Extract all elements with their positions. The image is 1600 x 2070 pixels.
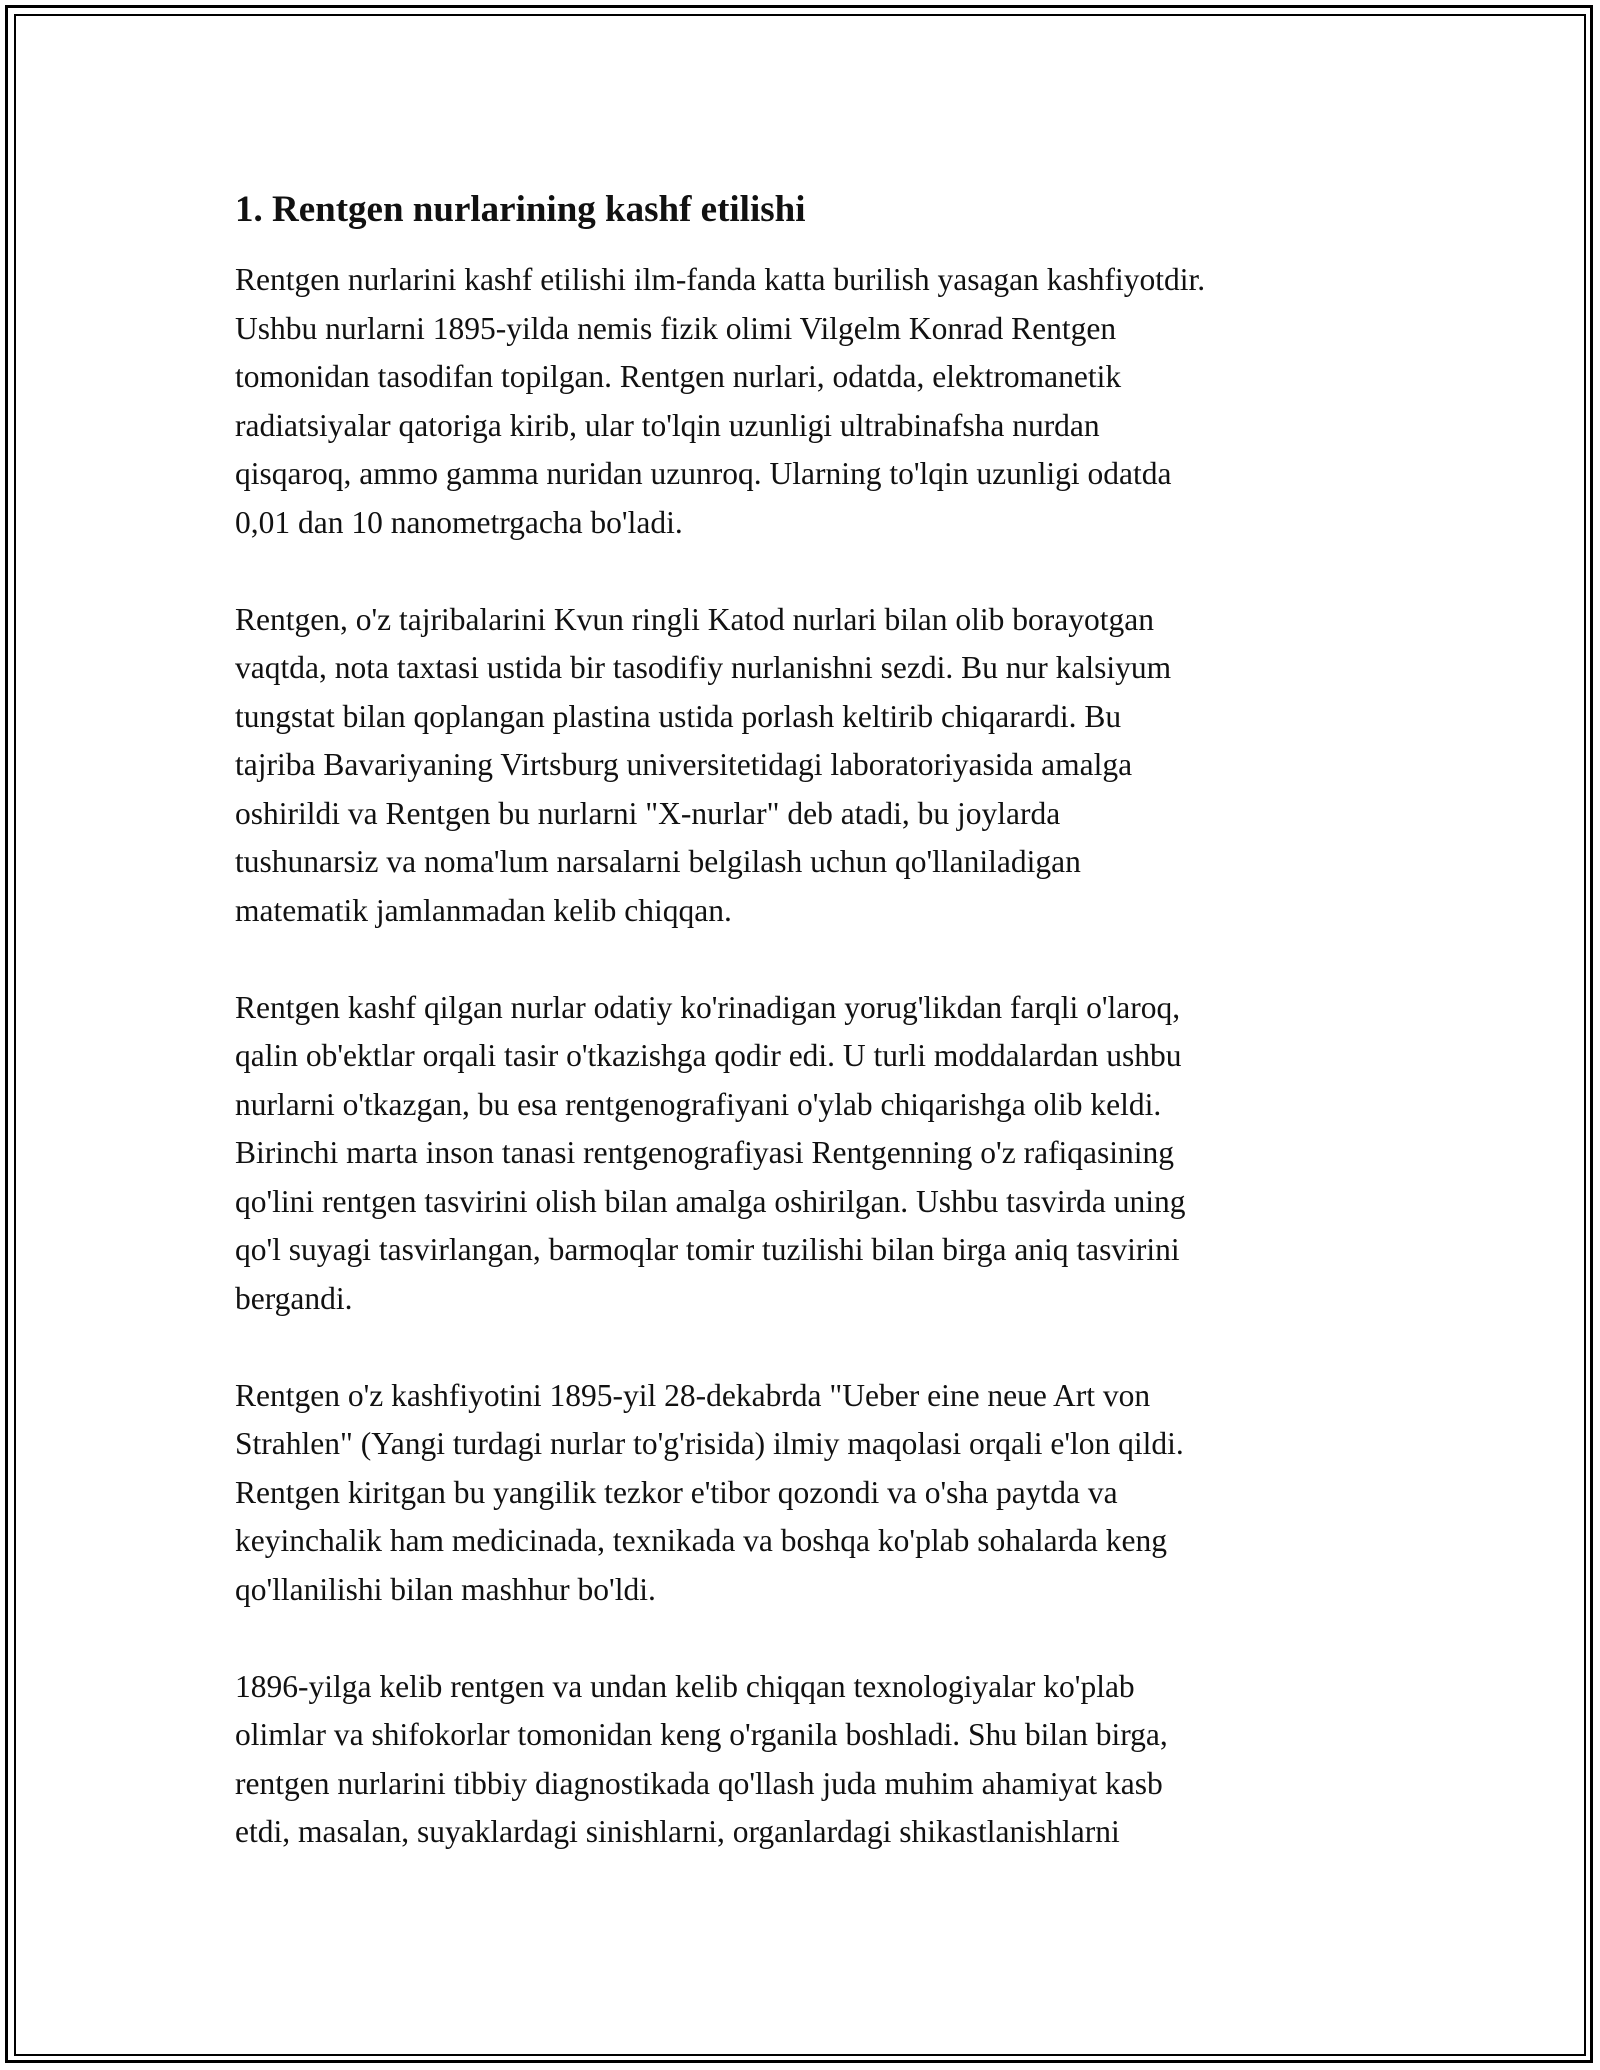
paragraph-2: Rentgen, o'z tajribalarini Kvun ringli Katod nurlari bilan olib borayotgan vaqtda, nota taxtasi ustida bir tasodifiy nurlanishni sezdi. Bu nur kalsiyum tungstat bilan qoplangan plastina ustida porlash keltirib chiqarardi. Bu tajriba Bavariyaning Virtsburg universitetidagi laboratoriyasida amalga oshirildi va Rentgen bu nurlarni "X-nurlar" deb atadi, bu joylarda tushunarsiz va noma'lum narsalarni belgilash uchun qo'llaniladigan matematik jamlanmadan kelib chiqqan. <box>235 601 1172 928</box>
paragraph-5: 1896-yilga kelib rentgen va undan kelib chiqqan texnologiyalar ko'plab olimlar va shifokorlar tomonidan keng o'rganila boshladi. Shu bilan birga, rentgen nurlarini tibbiy diagnostikada qo'llash juda muhim ahamiyat kasb etdi, masalan, suyaklardagi sinishlarni, organlardagi shikastlanishlarni <box>235 1668 1168 1849</box>
document-body <box>235 185 1385 1905</box>
paragraph-1: Rentgen nurlarini kashf etilishi ilm-fanda katta burilish yasagan kashfiyotdir. Ushbu nurlarni 1895-yilda nemis fizik olimi Vilgelm Konrad Rentgen tomonidan tasodifan topilgan. Rentgen nurlari, odatda, elektromanetik radiatsiyalar qatoriga kirib, ular to'lqin uzunligi ultrabinafsha nurdan qisqaroq, ammo gamma nuridan uzunroq. Ularning to'lqin uzunligi odatda 0,01 dan 10 nanometrgacha bo'ladi. <box>235 262 1206 540</box>
paragraph-3: Rentgen kashf qilgan nurlar odatiy ko'rinadigan yorug'likdan farqli o'laroq, qalin ob'ektlar orqali tasir o'tkazishga qodir edi. U turli moddalardan ushbu nurlarni o'tkazgan, bu esa rentgenografiyani o'ylab chiqarishga olib keldi. Birinchi marta inson tanasi rentgenografiyasi Rentgenning o'z rafiqasining qo'lini rentgen tasvirini olish bilan amalga oshirilgan. Ushbu tasvirda uning qo'l suyagi tasvirlangan, barmoqlar tomir tuzilishi bilan birga aniq tasvirini bergandi. <box>235 989 1186 1316</box>
section-heading: 1. Rentgen nurlarining kashf etilishi <box>235 189 806 230</box>
paragraph-4: Rentgen o'z kashfiyotini 1895-yil 28-dekabrda "Ueber eine neue Art von Strahlen" (Yangi turdagi nurlar to'g'risida) ilmiy maqolasi orqali e'lon qildi. Rentgen kiritgan bu yangilik tezkor e'tibor qozondi va o'sha paytda va keyinchalik ham medicinada, texnikada va boshqa ko'plab sohalarda keng qo'llanilishi bilan mashhur bo'ldi. <box>235 1377 1184 1607</box>
